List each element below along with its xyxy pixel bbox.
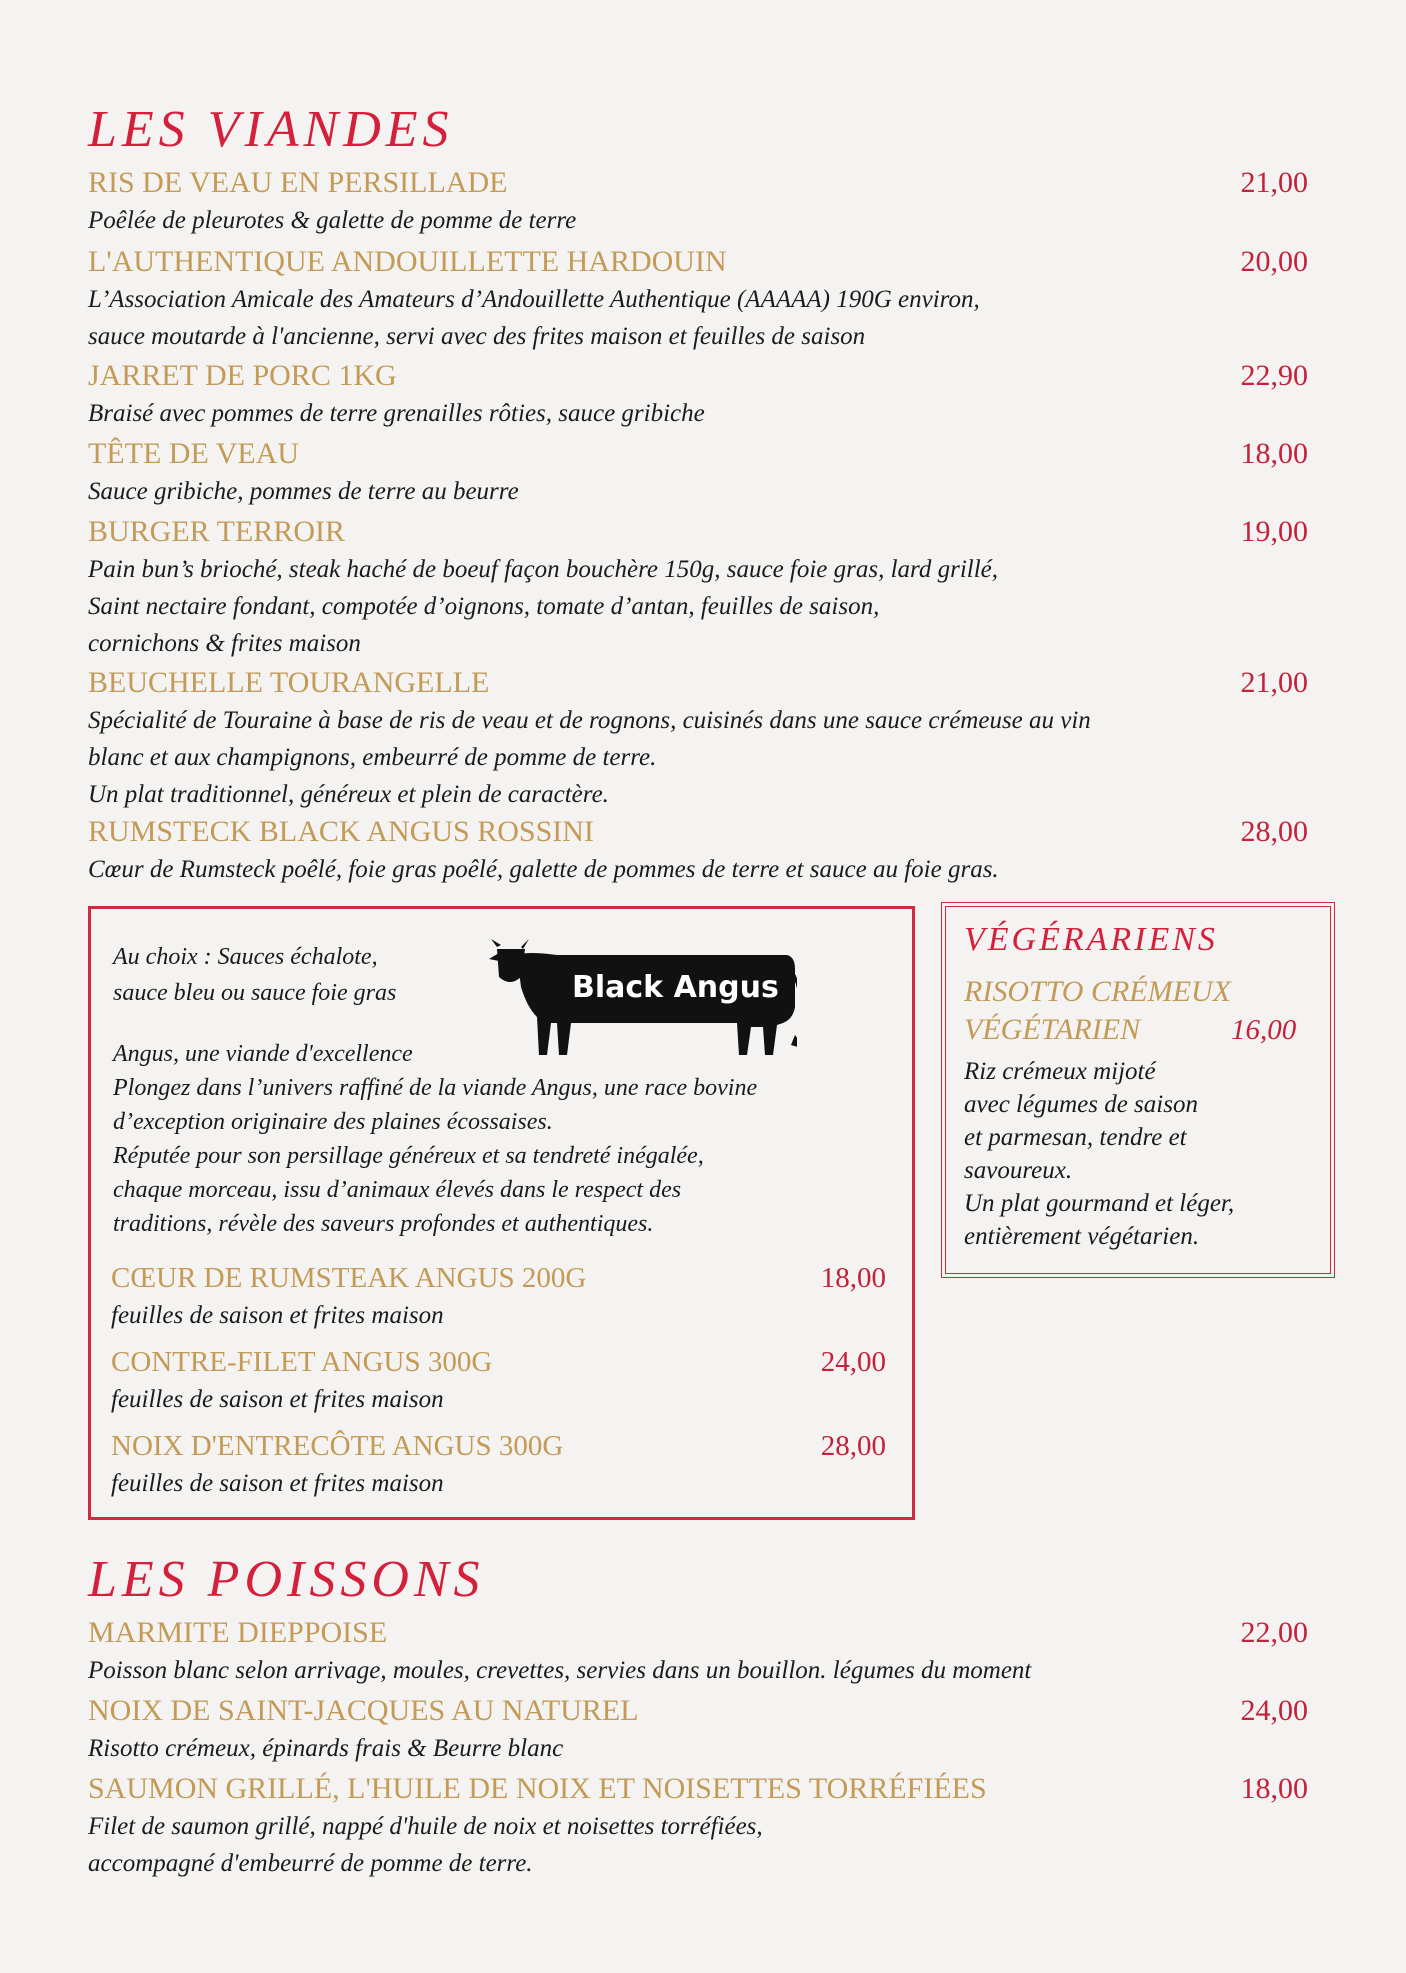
item-name: CONTRE-FILET ANGUS 300G [111,1346,493,1378]
item-description: feuilles de saison et frites maison [111,1302,444,1329]
item-name: JARRET DE PORC 1KG [88,359,397,392]
menu-item [88,813,1308,888]
item-name: RIS DE VEAU EN PERSILLADE [88,166,508,199]
menu-item [88,513,1308,662]
menu-item [88,1770,1308,1882]
item-description: Filet de saumon grillé, nappé d'huile de noix et noisettes torréfiées, accompagné d'embeurré de pomme de terre. [88,1813,763,1877]
menu-item [88,435,1308,510]
item-name: RISOTTO CRÉMEUX VÉGÉTARIEN [964,975,1231,1046]
angus-menu-item [111,1427,886,1502]
item-name: NOIX DE SAINT-JACQUES AU NATUREL [88,1694,639,1727]
item-price: 24,00 [1240,1694,1308,1727]
item-price: 18,00 [1240,1772,1308,1805]
menu-item [88,357,1308,432]
vegetarien-title: VÉGÉRARIENS [964,921,1218,958]
item-description: Spécialité de Touraine à base de ris de veau et de rognons, cuisinés dans une sauce crémeuse au vin blanc et aux champignons, embeurré de pomme de terre. Un plat traditionnel, généreux et plein de caractère. [88,707,1091,808]
item-price: 24,00 [820,1346,886,1378]
item-name: L'AUTHENTIQUE ANDOUILLETTE HARDOUIN [88,245,727,278]
menu-item [88,664,1308,813]
section-title-viandes: LES VIANDES [88,101,454,158]
item-price: 18,00 [820,1262,886,1294]
item-description: feuilles de saison et frites maison [111,1470,444,1497]
item-description: Cœur de Rumsteck poêlé, foie gras poêlé, galette de pommes de terre et sauce au foie gras. [88,856,999,883]
item-description: Riz crémeux mijoté avec légumes de saison et parmesan, tendre et savoureux. Un plat gourmand et léger, entièrement végétarien. [964,1058,1235,1250]
section-title-poissons: LES POISSONS [88,1551,485,1608]
item-price: 22,00 [1240,1616,1308,1649]
black-angus-box [88,906,915,1520]
angus-intro: Angus, une viande d'excellence Plongez dans l’univers raffiné de la viande Angus, une race bovine d’exception originaire des plaines écossaises. Réputée pour son persillage généreux et sa tendreté inégalée, chaque morceau, issu d’animaux élevés dans le respect des traditions, révèle des saveurs profondes et authentiques. [113,1041,758,1237]
item-price: 22,90 [1240,359,1308,392]
item-price: 21,00 [1240,666,1308,699]
item-name: RUMSTECK BLACK ANGUS ROSSINI [88,815,594,848]
vegetarien-box [945,906,1331,1274]
black-angus-logo-text: Black Angus [572,970,779,1005]
item-price: 28,00 [820,1430,886,1462]
item-description: L’Association Amicale des Amateurs d’Andouillette Authentique (AAAAA) 190G environ, sauce moutarde à l'ancienne, servi avec des frites maison et feuilles de saison [88,286,980,350]
menu-item [88,1692,1308,1767]
item-price: 18,00 [1240,437,1308,470]
item-name: NOIX D'ENTRECÔTE ANGUS 300G [111,1430,564,1462]
item-name: TÊTE DE VEAU [88,437,300,470]
item-price: 16,00 [1231,1014,1297,1046]
item-price: 28,00 [1240,815,1308,848]
item-description: feuilles de saison et frites maison [111,1386,444,1413]
item-name: BURGER TERROIR [88,515,345,548]
item-description: Sauce gribiche, pommes de terre au beurre [88,478,519,505]
item-description: Pain bun’s brioché, steak haché de boeuf façon bouchère 150g, sauce foie gras, lard grillé, Saint nectaire fondant, compotée d’oignons, tomate d’antan, feuilles de saison, cornichons & frites maison [88,556,999,657]
item-description: Risotto crémeux, épinards frais & Beurre blanc [88,1735,564,1762]
item-price: 20,00 [1240,245,1308,278]
angus-menu-item [111,1343,886,1418]
menu-item [88,164,1308,239]
item-price: 19,00 [1240,515,1308,548]
angus-menu-item [111,1259,886,1334]
sauce-choice: Au choix : Sauces échalote, sauce bleu ou sauce foie gras [113,944,397,1006]
item-price: 21,00 [1240,166,1308,199]
item-description: Braisé avec pommes de terre grenailles rôties, sauce gribiche [88,400,705,427]
menu-item [88,1614,1308,1689]
item-name: MARMITE DIEPPOISE [88,1616,388,1649]
item-name: CŒUR DE RUMSTEAK ANGUS 200G [111,1262,587,1294]
item-description: Poisson blanc selon arrivage, moules, crevettes, servies dans un bouillon. légumes du moment [88,1657,1032,1684]
item-name: SAUMON GRILLÉ, L'HUILE DE NOIX ET NOISETTES TORRÉFIÉES [88,1772,987,1805]
menu-item [88,243,1308,355]
item-name: BEUCHELLE TOURANGELLE [88,666,490,699]
item-description: Poêlée de pleurotes & galette de pomme de terre [88,207,577,234]
